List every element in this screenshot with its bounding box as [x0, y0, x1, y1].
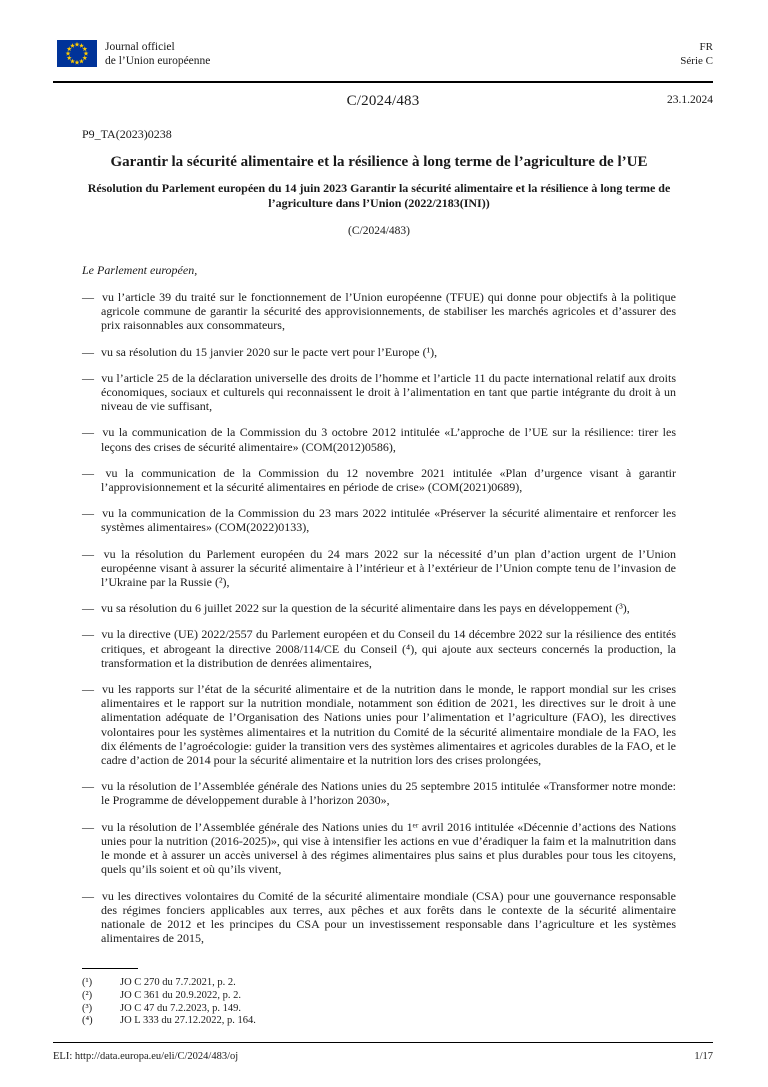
item-dash: — — [82, 601, 94, 616]
item-text: vu l’article 25 de la déclaration universelle des droits de l’homme et l’article 11 du pacte international relatif aux droits économiques, sociaux et culturels qui reconnaissent le droit à l’alimentation en tant que partie intégrante du droit à un niveau de vie suffisant, — [101, 370, 676, 414]
item-dash: — — [82, 546, 94, 561]
document-title: Garantir la sécurité alimentaire et la résilience à long terme de l’agriculture de l’UE — [110, 154, 648, 170]
list-item — [82, 506, 676, 534]
footnote-row — [82, 1003, 676, 1016]
item-text: vu la communication de la Commission du 12 novembre 2021 intitulée «Plan d’urgence visant à garantir l’approvisionnement et la sécurité alimentaires en période de crise» (COM(2021)0689), — [101, 465, 677, 495]
footnote-row — [82, 1015, 676, 1028]
item-text: vu la directive (UE) 2022/2557 du Parlement européen et du Conseil du 14 décembre 2022 sur la résilience des entités critiques, et abrogeant la directive 2008/114/CE du Conseil (⁴), qui ajoute aux secteurs concernés la production, la transformation et la distribution de denrées alimentaires, — [101, 627, 676, 670]
item-dash: — — [82, 290, 94, 304]
list-item — [82, 779, 676, 807]
footnote-row — [82, 977, 676, 990]
list-item — [82, 425, 676, 453]
item-text: vu la résolution de l’Assemblée générale des Nations unies du 1ᵉʳ avril 2016 intitulée «Décennie d’actions des Nations unies pour la nutrition (2016-2025)», qui vise à intensifier les actions en vue d’éradiquer la faim et la malnutrition dans le monde et à assurer un accès universel à des régimes alimentaires plus sains et plus durables pour tous les citoyens, quels qu’ils soient et où qu’ils vivent, — [101, 819, 677, 877]
item-text: vu la communication de la Commission du 3 octobre 2012 intitulée «L’approche de l’UE sur la résilience: tirer les leçons des crises de sécurité alimentaire» (COM(2012)0586), — [101, 425, 676, 454]
footnote-marker: (¹) — [82, 977, 93, 988]
item-text: vu les directives volontaires du Comité de la sécurité alimentaire mondiale (CSA) pour une gouvernance responsable des régimes fonciers applicables aux terres, aux pêches et aux forêts dans le contexte de la sécurité alimentaire nationale de 2012 et les principes du CSA pour un investissement responsable dans l’agriculture et les systèmes alimentaires de 2015, — [101, 888, 676, 946]
item-text: vu la communication de la Commission du 23 mars 2022 intitulée «Préserver la sécurité alimentaire et renforcer les systèmes alimentaires» (COM(2022)0133), — [101, 506, 676, 535]
footnote-marker: (³) — [82, 1002, 93, 1014]
procedure-reference: P9_TA(2023)0238 — [82, 127, 172, 141]
doc-number-row — [53, 92, 713, 110]
item-text: vu l’article 39 du traité sur le fonctionnement de l’Union européenne (TFUE) qui donne pour objectifs à la politique agricole commune de garantir la sécurité des approvisionnements, de stabiliser les marchés agricoles et d’assurer des prix raisonnables aux consommateurs, — [101, 290, 677, 333]
page-number: 1/17 — [694, 1051, 713, 1062]
doc-number: C/2024/483 — [346, 93, 420, 109]
document-body — [82, 127, 676, 945]
series-label: Série C — [680, 54, 713, 67]
footnote-text: JO C 361 du 20.9.2022, p. 2. — [120, 989, 242, 1001]
list-item — [82, 889, 676, 946]
footnote-text: JO C 270 du 7.7.2021, p. 2. — [120, 977, 236, 988]
item-text: vu sa résolution du 15 janvier 2020 sur le pacte vert pour l’Europe (¹), — [101, 344, 438, 359]
footnotes-separator — [82, 968, 138, 969]
page-footer — [53, 1042, 713, 1062]
item-dash: — — [82, 819, 94, 834]
item-text: vu les rapports sur l’état de la sécurité alimentaire et de la nutrition dans le monde, le rapport mondial sur les crises alimentaires et le rapport sur la nutrition mondiale, notamment son édition de 2021, les directives sur le droit à une alimentation adéquate de l’Organisation des Nations unies pour l’alimentation et l’agriculture (FAO), les directives volontaires pour les systèmes alimentaires et la nutrition du Comité de la sécurité alimentaire mondiale de la FAO, les dix éléments de l’agroécologie: guider la transition vers des systèmes alimentaires et agricoles durables de la FAO, et le cadre d’action de 2014 pour la sécurité alimentaire et la nutrition lors des crises prolongées, — [101, 682, 677, 768]
list-item — [82, 466, 676, 494]
item-text: vu la résolution de l’Assemblée générale des Nations unies du 25 septembre 2015 intitulée «Transformer notre monde: le Programme de développement durable à l’horizon 2030», — [101, 779, 677, 808]
eli-link[interactable]: ELI: http://data.europa.eu/eli/C/2024/483/oj — [53, 1051, 239, 1062]
journal-title — [105, 40, 210, 68]
footnote-row — [82, 990, 676, 1003]
intro-line: Le Parlement européen, — [82, 263, 198, 277]
item-text: vu sa résolution du 6 juillet 2022 sur la question de la sécurité alimentaire dans les pays en développement (³), — [101, 601, 630, 616]
item-dash: — — [82, 465, 94, 480]
document-id: (C/2024/483) — [348, 225, 410, 237]
list-item — [82, 345, 676, 359]
list-item — [82, 820, 676, 877]
item-dash: — — [82, 627, 94, 642]
issue-date: 23.1.2024 — [667, 94, 713, 106]
list-item — [82, 682, 676, 767]
item-dash: — — [82, 370, 94, 385]
document-subtitle: Résolution du Parlement européen du 14 juin 2023 Garantir la sécurité alimentaire et la résilience à long terme de l’agriculture dans l’Union (2022/2183(INI)) — [87, 181, 671, 210]
page-header — [53, 40, 713, 83]
list-item — [82, 601, 676, 615]
item-dash: — — [82, 888, 94, 903]
item-dash: — — [82, 506, 94, 521]
list-item — [82, 547, 676, 590]
footnote-marker: (²) — [82, 989, 93, 1001]
item-dash: — — [82, 344, 94, 359]
item-dash: — — [82, 779, 94, 794]
footnotes-block — [82, 968, 676, 1028]
item-dash: — — [82, 682, 94, 697]
list-item — [82, 371, 676, 414]
journal-title-line1: Journal officiel — [105, 41, 175, 53]
item-dash: — — [82, 425, 94, 440]
header-right — [680, 40, 713, 68]
header-left — [53, 40, 210, 68]
eu-flag-icon — [57, 40, 97, 67]
footnote-text: JO C 47 du 7.2.2023, p. 149. — [120, 1002, 242, 1014]
list-item — [82, 290, 676, 333]
list-item — [82, 627, 676, 670]
journal-title-line2: de l’Union européenne — [105, 54, 211, 67]
item-text: vu la résolution du Parlement européen du 24 mars 2022 sur la nécessité d’un plan d’action urgent de l’Union européenne visant à assurer la sécurité alimentaire à l’intérieur et à l’extérieur de l’Union compte tenu de l’invasion de l’Ukraine par la Russie (²), — [101, 546, 676, 590]
footnote-marker: (⁴) — [82, 1015, 93, 1027]
language-code: FR — [699, 41, 713, 53]
footnote-text: JO L 333 du 27.12.2022, p. 164. — [120, 1015, 256, 1027]
